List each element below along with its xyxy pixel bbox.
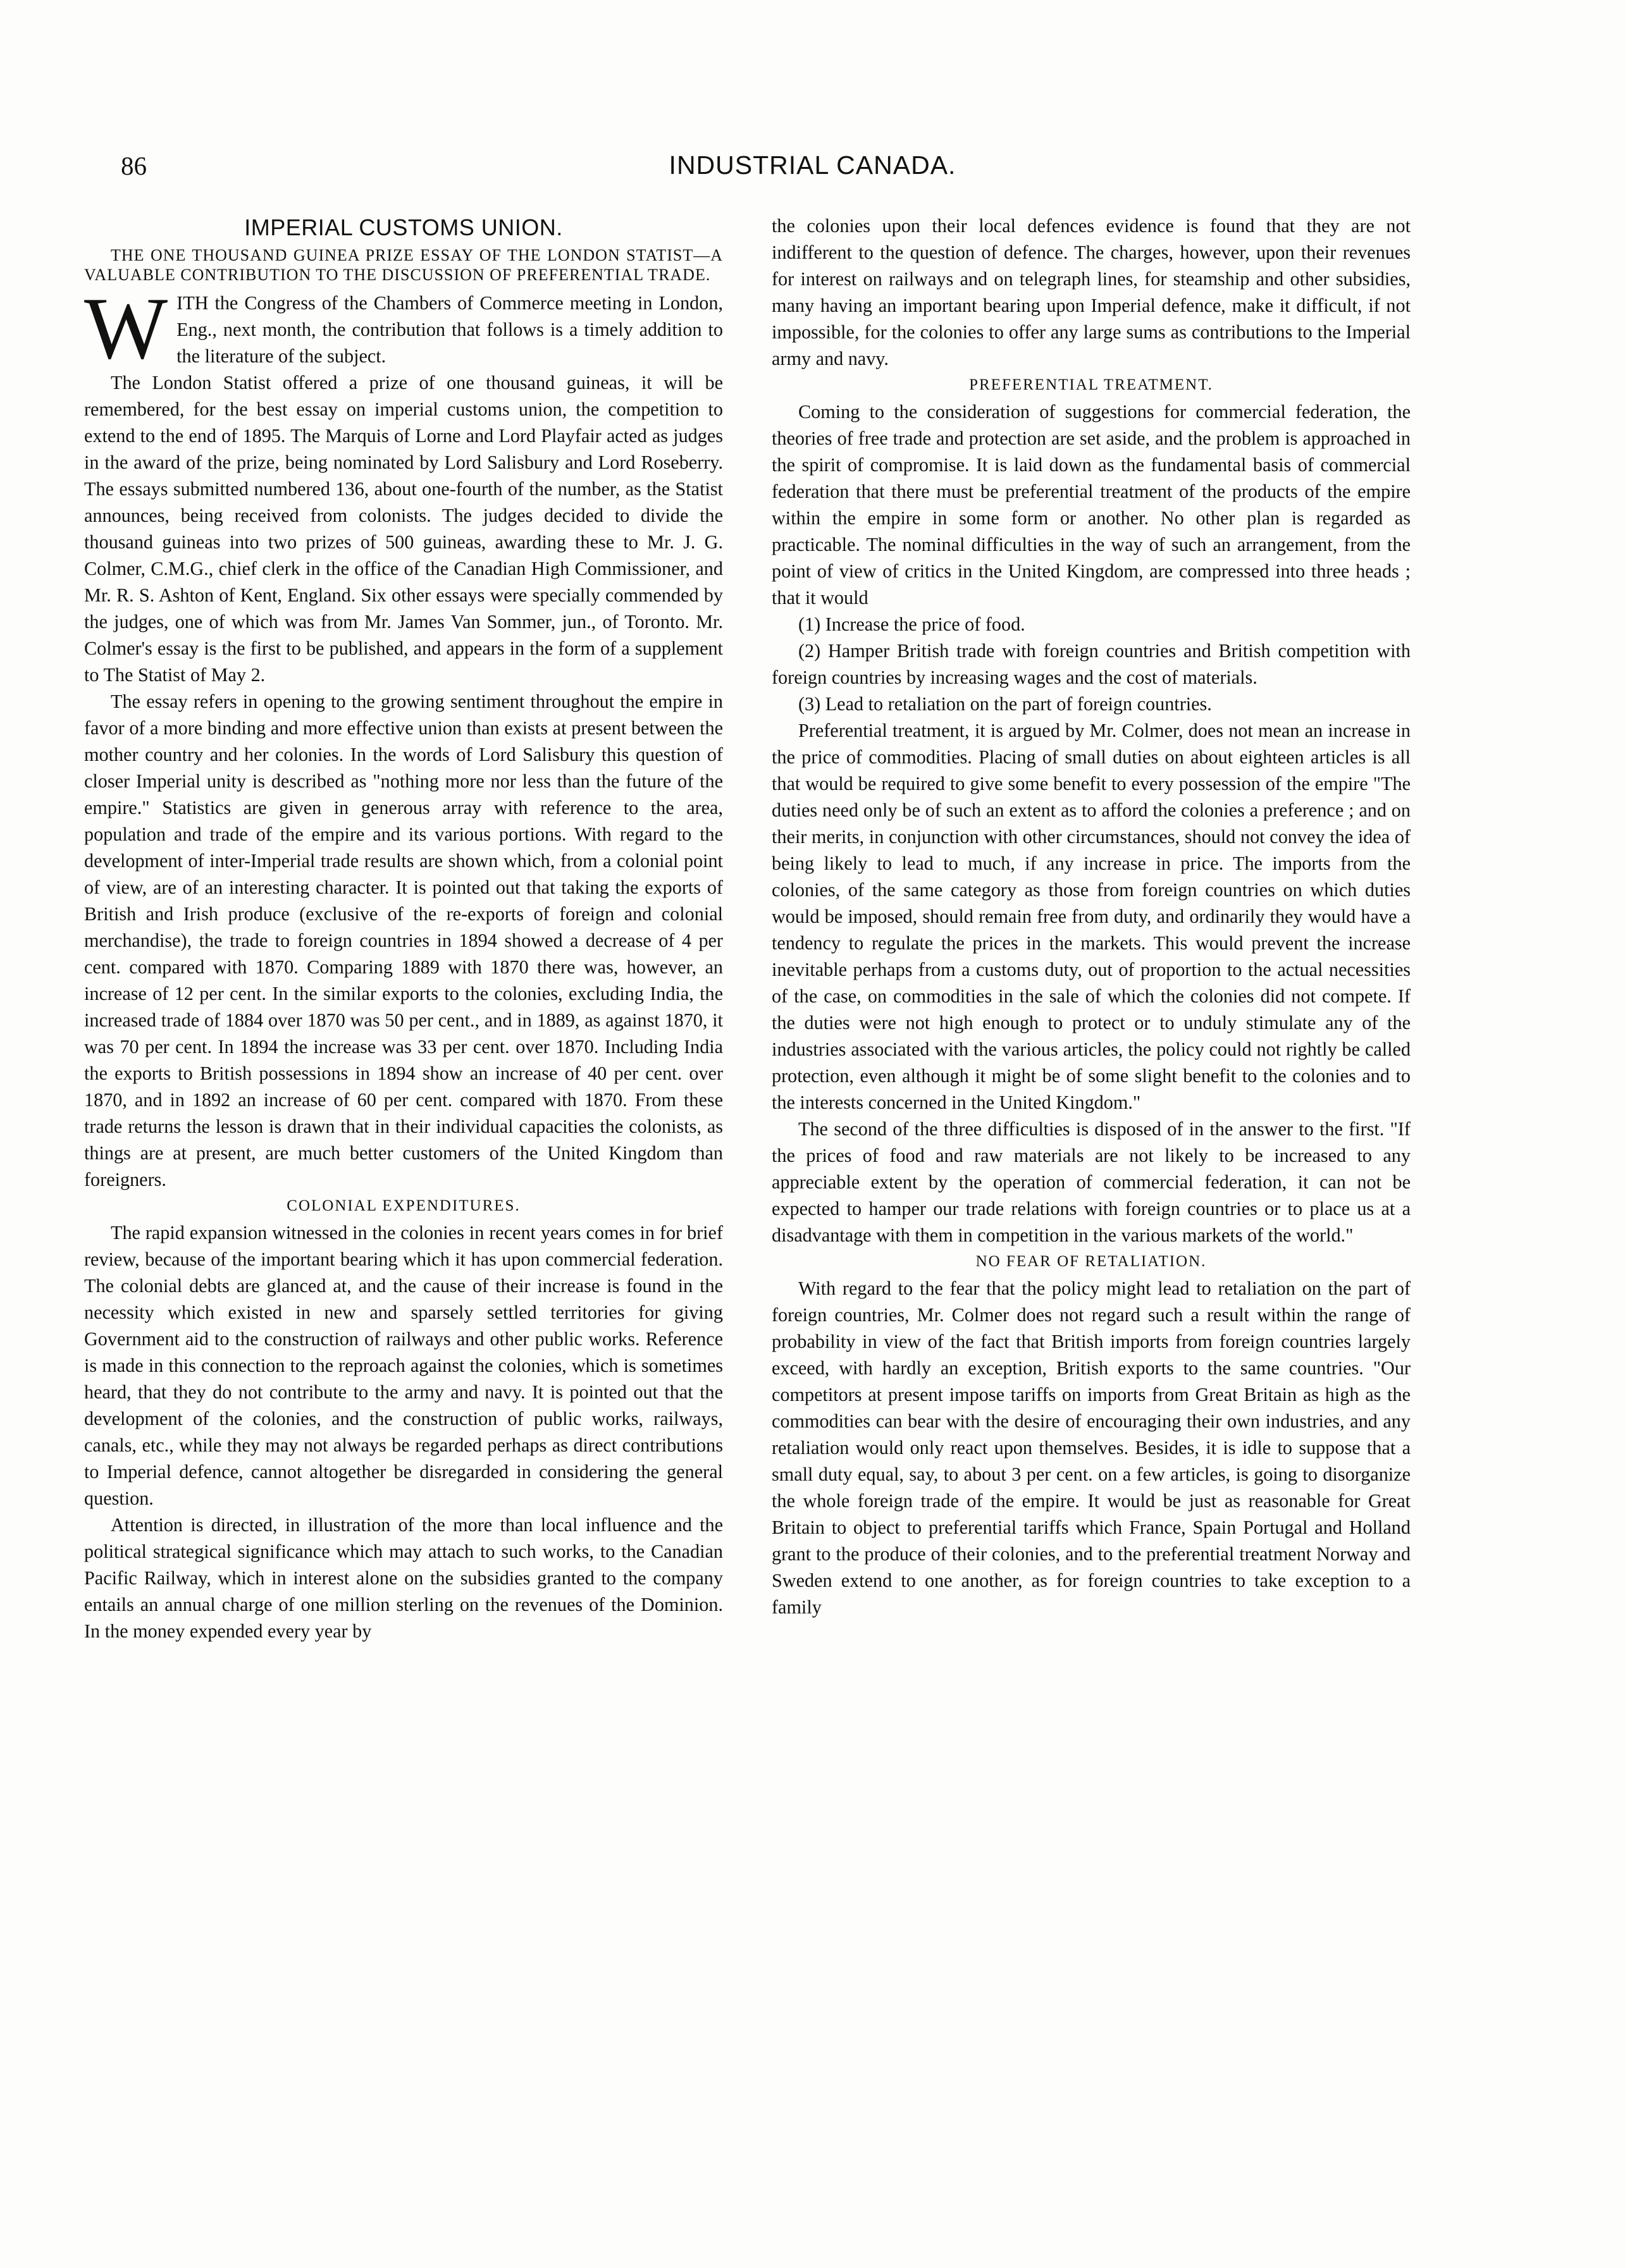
- right-column: [772, 213, 1411, 1620]
- paragraph-second-difficulty: The second of the three difficulties is disposed of in the answer to the first. "If the prices of food and raw materials are not likely to be increased to any appreciable extent by the operation of commercial federation, it can not be expected to hamper our trade relations with foreign countries or to place us at a disadvantage with them in competition in the various markets of the world.": [772, 1118, 1411, 1246]
- drop-cap: W: [84, 280, 168, 378]
- section-heading-no-fear-of-retaliation: NO FEAR OF RETALIATION.: [975, 1253, 1207, 1270]
- paragraph-preferential-argument: Preferential treatment, it is argued by Mr. Colmer, does not mean an increase in the price of commodities. Placing of small duties on about eighteen articles is all that would be required to give some benefit to every possession of the empire "The duties need only be of such an extent as to afford the colonies a preference ; and on their merits, in conjunction with other circumstances, should not convey the idea of being likely to lead to much, if any increase in price. The imports from the colonies, of the same category as those from foreign countries on which duties would be imposed, should remain free from duty, and ordinarily they would have a tendency to regulate the prices in the markets. This would prevent the increase inevitable perhaps from a customs duty, out of proportion to the actual necessities of the case, on commodities in the sale of which the colonies did not compete. If the duties were not high enough to protect or to unduly stimulate any of the industries associated with the various articles, the policy could not rightly be called protection, even although it might be of some slight benefit to the colonies and to the interests concerned in the United Kingdom.": [772, 720, 1411, 1113]
- intro-paragraph: [84, 280, 723, 378]
- article-subtitle: THE ONE THOUSAND GUINEA PRIZE ESSAY OF THE LONDON STATIST—A VALUABLE CONTRIBUTION TO THE DISCUSSION OF PREFERENTIAL TRADE.: [84, 246, 723, 284]
- page-header: [0, 151, 1625, 201]
- list-item-food: (1) Increase the price of food.: [798, 613, 1025, 635]
- section-heading-colonial-expenditures: COLONIAL EXPENDITURES.: [287, 1197, 521, 1214]
- section-heading-preferential-treatment: PREFERENTIAL TREATMENT.: [969, 376, 1213, 393]
- left-column: [84, 213, 723, 1644]
- page-number: 86: [121, 151, 147, 180]
- paragraph-essay: The essay refers in opening to the growing sentiment throughout the empire in favor of a more binding and more effective union than exists at present between the mother country and her colonies. In the words of Lord Salisbury this question of closer Imperial unity is described as "nothing more nor less than the future of the empire." Statistics are given in generous array with reference to the area, population and trade of the empire and its various portions. With regard to the development of inter-Imperial trade results are shown which, from a colonial point of view, are of an interesting character. It is pointed out that taking the exports of British and Irish produce (exclusive of the re-exports of foreign and colonial merchandise), the trade to foreign countries in 1894 showed a decrease of 4 per cent. compared with 1870. Comparing 1889 with 1870 there was, however, an increase of 12 per cent. In the similar exports to the colonies, excluding India, the increased trade of 1884 over 1870 was 50 per cent., and in 1889, as against 1870, it was 70 per cent. In 1894 the increase was 33 per cent. over 1870. Including India the exports to British possessions in 1894 show an increase of 40 per cent. over 1870, and in 1892 an increase of 60 per cent. compared with 1870. From these trade returns the lesson is drawn that in their individual capacities the colonists, as things are at present, are much better customers of the United Kingdom than foreigners.: [84, 691, 723, 1190]
- paragraph-retaliation: With regard to the fear that the policy might lead to retaliation on the part of foreign countries, Mr. Colmer does not regard such a result within the range of probability in view of the fact that British imports from foreign countries largely exceed, with hardly an exception, British exports to the same countries. "Our competitors at present impose tariffs on imports from Great Britain as high as the commodities can bear with the desire of encouraging their own industries, and any retaliation would only react upon themselves. Besides, it is idle to suppose that a small duty equal, say, to about 3 per cent. on a few articles, is going to disorganize the whole foreign trade of the empire. It would be just as reasonable for Great Britain to object to preferential tariffs which France, Spain Portugal and Holland grant to the produce of their colonies, and to the preferential treatment Norway and Sweden extend to one another, as for foreign countries to take exception to a family: [772, 1278, 1411, 1618]
- paragraph-federation: Coming to the consideration of suggestions for commercial federation, the theories of free trade and protection are set aside, and the problem is approached in the spirit of compromise. It is laid down as the fundamental basis of commercial federation that there must be preferential treatment of the products of the empire within the empire in some form or another. No other plan is regarded as practicable. The nominal difficulties in the way of such an arrangement, from the point of view of critics in the United Kingdom, are compressed into three heads ; that it would: [772, 401, 1411, 608]
- paragraph-expansion: The rapid expansion witnessed in the colonies in recent years comes in for brief review, because of the important bearing which it has upon commercial federation. The colonial debts are glanced at, and the cause of their increase is found in the necessity which existed in new and sparsely settled territories for giving Government aid to the construction of railways and other public works. Reference is made in this connection to the reproach against the colonies, which is sometimes heard, that they do not contribute to the army and navy. It is pointed out that the development of the colonies, and the construction of public works, railways, canals, etc., while they may not always be regarded perhaps as direct contributions to Imperial defence, cannot altogether be disregarded in considering the general question.: [84, 1222, 723, 1509]
- list-item-retaliation: (3) Lead to retaliation on the part of foreign countries.: [798, 693, 1212, 715]
- running-head: INDUSTRIAL CANADA.: [669, 151, 956, 180]
- article-title: IMPERIAL CUSTOMS UNION.: [244, 214, 563, 240]
- list-item-trade: (2) Hamper British trade with foreign countries and British competition with foreign countries by increasing wages and the cost of materials.: [772, 640, 1411, 688]
- paragraph-prize: The London Statist offered a prize of one thousand guineas, it will be remembered, for the best essay on imperial customs union, the competition to extend to the end of 1895. The Marquis of Lorne and Lord Playfair acted as judges in the award of the prize, being nominated by Lord Salisbury and Lord Roseberry. The essays submitted numbered 136, about one-fourth of the number, as the Statist announces, being received from colonists. The judges decided to divide the thousand guineas into two prizes of 500 guineas, awarding these to Mr. J. G. Colmer, C.M.G., chief clerk in the office of the Canadian High Commissioner, and Mr. R. S. Ashton of Kent, England. Six other essays were specially commended by the judges, one of which was from Mr. James Van Sommer, jun., of Toronto. Mr. Colmer's essay is the first to be published, and appears in the form of a supplement to The Statist of May 2.: [84, 372, 723, 686]
- paragraph-defences: the colonies upon their local defences evidence is found that they are not indifferent to the question of defence. The charges, however, upon their revenues for interest on railways and on telegraph lines, for steamship and other subsidies, many having an important bearing upon Imperial defence, make it difficult, if not impossible, for the colonies to offer any large sums as contributions to the Imperial army and navy.: [772, 215, 1411, 369]
- intro-text: ITH the Congress of the Chambers of Commerce meeting in London, Eng., next month, the contribution that follows is a timely addition to the literature of the subject.: [176, 292, 723, 367]
- paragraph-attention: Attention is directed, in illustration of the more than local influence and the political strategical significance which may attach to such works, to the Canadian Pacific Railway, which in interest alone on the subsidies granted to the company entails an annual charge of one million sterling on the revenues of the Dominion. In the money expended every year by: [84, 1514, 723, 1642]
